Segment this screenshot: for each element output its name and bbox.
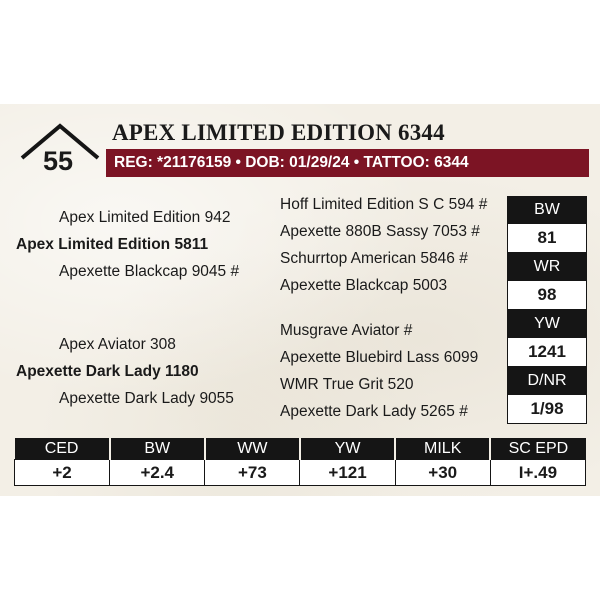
epd-header-sc: SC EPD	[490, 438, 585, 460]
epd-header-yw: YW	[300, 438, 395, 460]
epd-value-row	[15, 460, 586, 486]
ratio-column	[507, 196, 587, 424]
epd-header-ced: CED	[15, 438, 110, 460]
epd-header-bw: BW	[110, 438, 205, 460]
registration-banner: REG: *21176159 • DOB: 01/29/24 • TATTOO: 6344	[106, 149, 589, 177]
ratio-label-dnr: D/NR	[507, 367, 587, 394]
epd-value-ww: +73	[205, 460, 300, 486]
sire-dam: Apexette Blackcap 9045 #	[59, 263, 240, 280]
sire-dam-sire: Schurrtop American 5846 #	[280, 250, 468, 267]
epd-value-ced: +2	[15, 460, 110, 486]
ratio-label-wr: WR	[507, 253, 587, 280]
dam-dam-sire: WMR True Grit 520	[280, 376, 414, 393]
ratio-value-bw: 81	[507, 223, 587, 253]
dam: Apexette Dark Lady 1180	[16, 363, 199, 380]
dam-sire-sire: Musgrave Aviator #	[280, 322, 413, 339]
ratio-value-yw: 1241	[507, 337, 587, 367]
epd-value-milk: +30	[395, 460, 490, 486]
epd-header-milk: MILK	[395, 438, 490, 460]
epd-value-bw: +2.4	[110, 460, 205, 486]
lot-number: 55	[42, 146, 74, 176]
epd-header-row	[15, 438, 586, 460]
dam-dam-dam: Apexette Dark Lady 5265 #	[280, 403, 468, 420]
ratio-value-wr: 98	[507, 280, 587, 310]
epd-value-sc: I+.49	[490, 460, 585, 486]
animal-name: APEX LIMITED EDITION 6344	[112, 120, 445, 145]
epd-value-yw: +121	[300, 460, 395, 486]
dam-dam: Apexette Dark Lady 9055	[59, 390, 234, 407]
ratio-value-dnr: 1/98	[507, 394, 587, 424]
ratio-label-bw: BW	[507, 196, 587, 223]
sire-sire-dam: Apexette 880B Sassy 7053 #	[280, 223, 480, 240]
sire: Apex Limited Edition 5811	[16, 236, 209, 253]
sire-sire-sire: Hoff Limited Edition S C 594 #	[280, 196, 488, 213]
sire-sire: Apex Limited Edition 942	[59, 209, 231, 226]
sire-dam-dam: Apexette Blackcap 5003	[280, 277, 448, 294]
dam-sire-dam: Apexette Bluebird Lass 6099	[280, 349, 479, 366]
ratio-label-yw: YW	[507, 310, 587, 337]
epd-table	[14, 438, 586, 486]
epd-header-ww: WW	[205, 438, 300, 460]
dam-sire: Apex Aviator 308	[59, 336, 176, 353]
